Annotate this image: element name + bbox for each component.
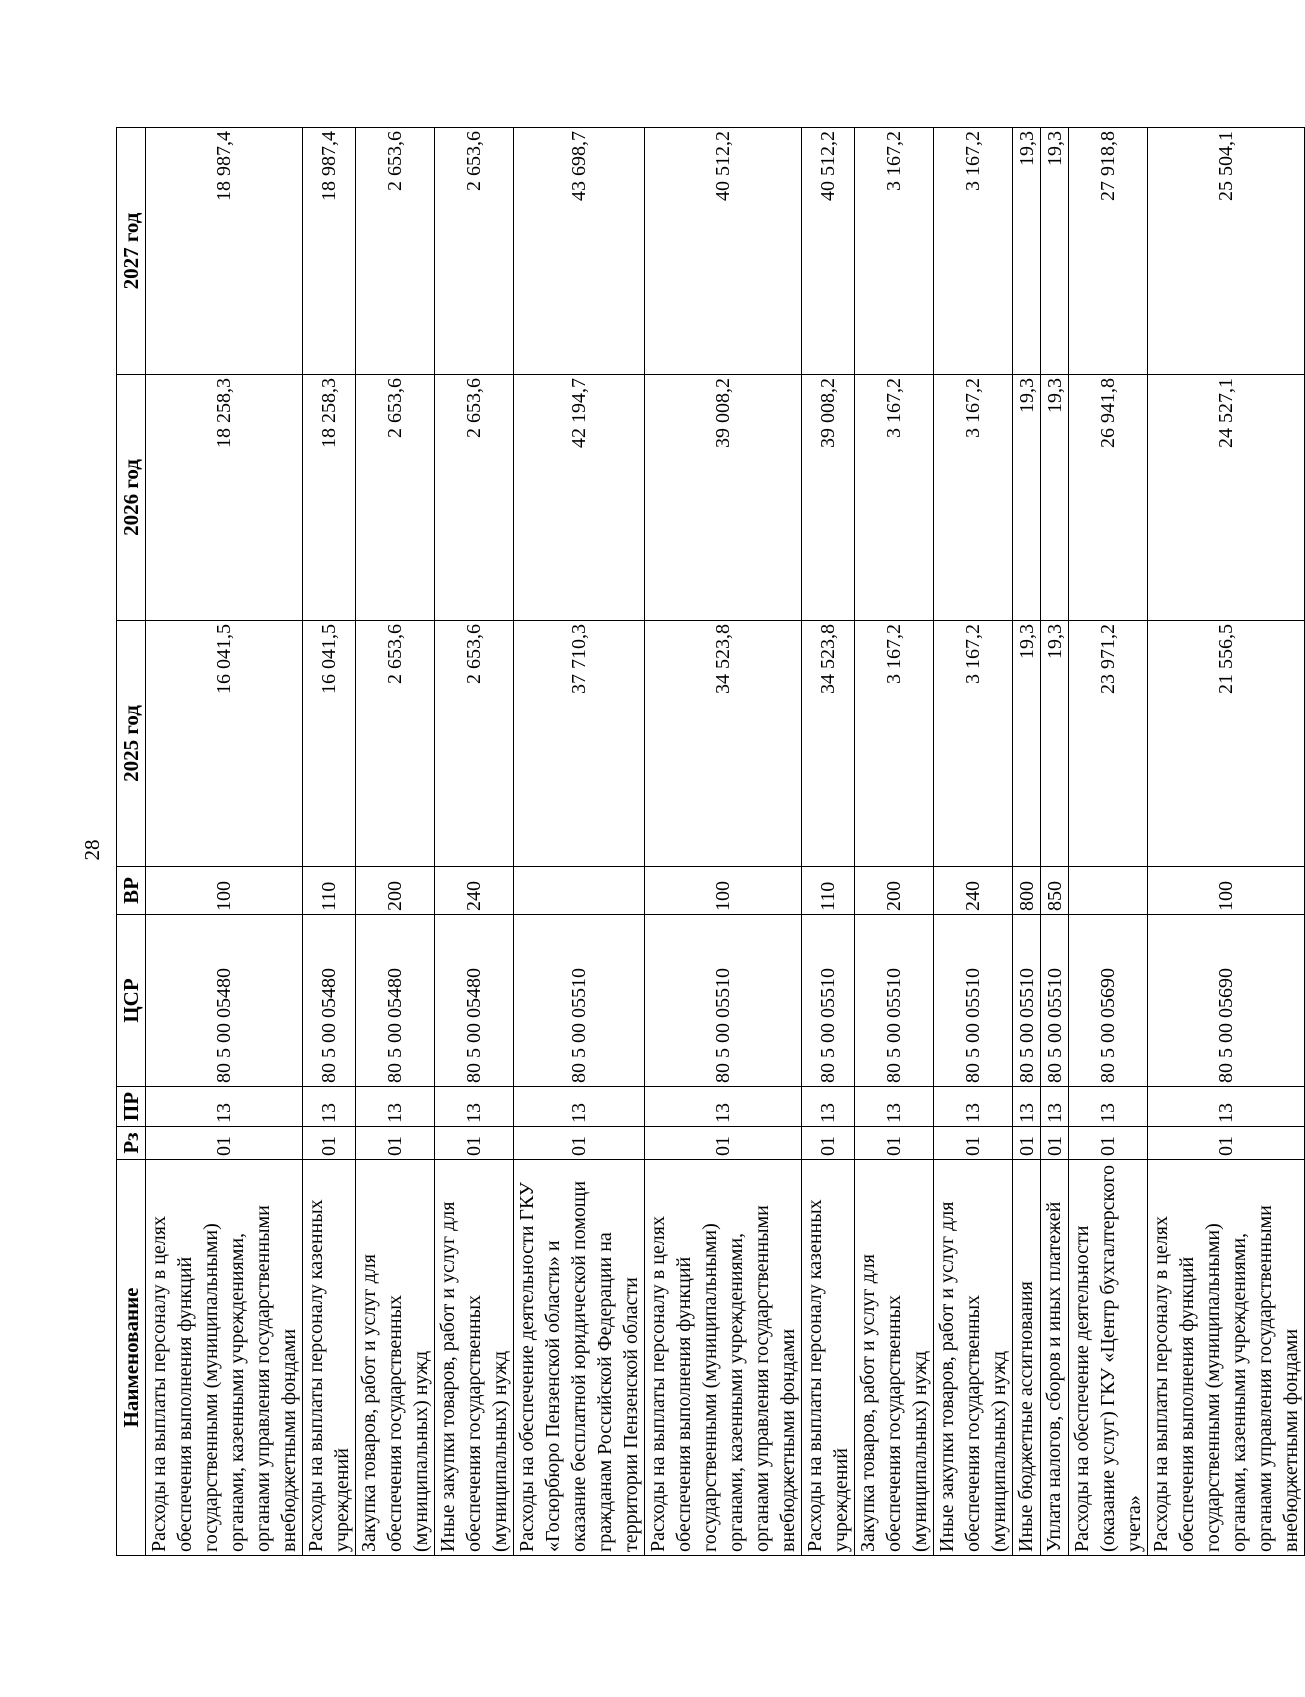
cell-2025: 19,3 [1041, 621, 1069, 867]
cell-2027: 40 512,2 [802, 128, 855, 375]
cell-name: Расходы на выплаты персоналу в целях обеспечения выполнения функций государственными (муниципальными) органами, казенными учреждениями, органами управления государственными внебюджетными фондами [1148, 1160, 1305, 1556]
cell-vr: 200 [855, 867, 934, 915]
cell-name: Уплата налогов, сборов и иных платежей [1041, 1160, 1069, 1556]
cell-2026: 24 527,1 [1148, 375, 1305, 621]
table-row [645, 128, 802, 1556]
cell-csr: 80 5 00 05480 [435, 915, 514, 1087]
cell-name: Расходы на выплаты персоналу казенных учреждений [802, 1160, 855, 1556]
cell-csr: 80 5 00 05480 [356, 915, 435, 1087]
header-rz: Рз [117, 1127, 146, 1160]
cell-pr: 13 [146, 1087, 303, 1127]
cell-name: Расходы на обеспечение деятельности (оказание услуг) ГКУ «Центр бухгалтерского учета» [1069, 1160, 1148, 1556]
cell-csr: 80 5 00 05480 [146, 915, 303, 1087]
table-row [802, 128, 855, 1556]
cell-vr: 100 [1148, 867, 1305, 915]
table-row [1041, 128, 1069, 1556]
cell-pr: 13 [1041, 1087, 1069, 1127]
cell-rz: 01 [934, 1127, 1013, 1160]
cell-name: Иные закупки товаров, работ и услуг для обеспечения государственных (муниципальных) нужд [934, 1160, 1013, 1556]
cell-2026: 18 258,3 [146, 375, 303, 621]
cell-csr: 80 5 00 05510 [1041, 915, 1069, 1087]
cell-rz: 01 [1069, 1127, 1148, 1160]
table-row [303, 128, 356, 1556]
cell-2025: 34 523,8 [802, 621, 855, 867]
header-vr: ВР [117, 867, 146, 915]
cell-2025: 16 041,5 [303, 621, 356, 867]
cell-2027: 19,3 [1013, 128, 1041, 375]
table-row [1148, 128, 1305, 1556]
header-name: Наименование [117, 1160, 146, 1556]
cell-vr: 240 [934, 867, 1013, 915]
cell-2027: 18 987,4 [303, 128, 356, 375]
cell-vr: 240 [435, 867, 514, 915]
cell-vr: 800 [1013, 867, 1041, 915]
cell-2026: 39 008,2 [645, 375, 802, 621]
cell-rz: 01 [435, 1127, 514, 1160]
cell-rz: 01 [802, 1127, 855, 1160]
cell-2026: 2 653,6 [356, 375, 435, 621]
cell-csr: 80 5 00 05510 [934, 915, 1013, 1087]
cell-2026: 26 941,8 [1069, 375, 1148, 621]
header-pr: ПР [117, 1087, 146, 1127]
cell-csr: 80 5 00 05510 [1013, 915, 1041, 1087]
cell-rz: 01 [1013, 1127, 1041, 1160]
cell-rz: 01 [855, 1127, 934, 1160]
cell-pr: 13 [1013, 1087, 1041, 1127]
cell-name: Закупка товаров, работ и услуг для обеспечения государственных (муниципальных) нужд [855, 1160, 934, 1556]
table-row [855, 128, 934, 1556]
cell-vr [514, 867, 645, 915]
header-2026: 2026 год [117, 375, 146, 621]
header-csr: ЦСР [117, 915, 146, 1087]
table-row [146, 128, 303, 1556]
cell-name: Расходы на выплаты персоналу в целях обеспечения выполнения функций государственными (муниципальными) органами, казенными учреждениями, органами управления государственными внебюджетными фондами [146, 1160, 303, 1556]
cell-name: Иные бюджетные ассигнования [1013, 1160, 1041, 1556]
cell-2026: 42 194,7 [514, 375, 645, 621]
table-row [514, 128, 645, 1556]
cell-2026: 19,3 [1041, 375, 1069, 621]
cell-2025: 34 523,8 [645, 621, 802, 867]
cell-2026: 39 008,2 [802, 375, 855, 621]
cell-vr: 850 [1041, 867, 1069, 915]
cell-rz: 01 [356, 1127, 435, 1160]
cell-csr: 80 5 00 05510 [855, 915, 934, 1087]
cell-pr: 13 [1069, 1087, 1148, 1127]
cell-2027: 18 987,4 [146, 128, 303, 375]
cell-pr: 13 [303, 1087, 356, 1127]
cell-2025: 2 653,6 [356, 621, 435, 867]
cell-2025: 16 041,5 [146, 621, 303, 867]
cell-pr: 13 [934, 1087, 1013, 1127]
cell-2026: 2 653,6 [435, 375, 514, 621]
cell-pr: 13 [645, 1087, 802, 1127]
cell-rz: 01 [514, 1127, 645, 1160]
cell-name: Закупка товаров, работ и услуг для обеспечения государственных (муниципальных) нужд [356, 1160, 435, 1556]
table-row [356, 128, 435, 1556]
cell-2026: 18 258,3 [303, 375, 356, 621]
cell-2025: 19,3 [1013, 621, 1041, 867]
cell-2025: 37 710,3 [514, 621, 645, 867]
cell-2027: 25 504,1 [1148, 128, 1305, 375]
cell-2026: 19,3 [1013, 375, 1041, 621]
cell-pr: 13 [855, 1087, 934, 1127]
cell-2027: 3 167,2 [934, 128, 1013, 375]
table-row [1069, 128, 1148, 1556]
cell-vr: 100 [645, 867, 802, 915]
cell-pr: 13 [356, 1087, 435, 1127]
cell-2027: 19,3 [1041, 128, 1069, 375]
cell-2027: 27 918,8 [1069, 128, 1148, 375]
cell-pr: 13 [435, 1087, 514, 1127]
cell-2026: 3 167,2 [934, 375, 1013, 621]
cell-vr: 200 [356, 867, 435, 915]
cell-name: Иные закупки товаров, работ и услуг для обеспечения государственных (муниципальных) нужд [435, 1160, 514, 1556]
cell-name: Расходы на выплаты персоналу в целях обеспечения выполнения функций государственными (муниципальными) органами, казенными учреждениями, органами управления государственными внебюджетными фондами [645, 1160, 802, 1556]
cell-2027: 2 653,6 [356, 128, 435, 375]
cell-csr: 80 5 00 05510 [645, 915, 802, 1087]
cell-csr: 80 5 00 05690 [1069, 915, 1148, 1087]
cell-vr: 100 [146, 867, 303, 915]
cell-2025: 2 653,6 [435, 621, 514, 867]
table-row [435, 128, 514, 1556]
cell-rz: 01 [1041, 1127, 1069, 1160]
cell-pr: 13 [802, 1087, 855, 1127]
cell-name: Расходы на обеспечение деятельности ГКУ «Госюрбюро Пензенской области» и оказание бесплатной юридической помощи гражданам Российской Федерации на территории Пензенской области [514, 1160, 645, 1556]
cell-rz: 01 [1148, 1127, 1305, 1160]
table-header-row [117, 128, 146, 1556]
cell-csr: 80 5 00 05510 [514, 915, 645, 1087]
cell-vr [1069, 867, 1148, 915]
table-row [934, 128, 1013, 1556]
cell-2027: 43 698,7 [514, 128, 645, 375]
cell-rz: 01 [303, 1127, 356, 1160]
cell-2025: 3 167,2 [934, 621, 1013, 867]
cell-vr: 110 [303, 867, 356, 915]
cell-vr: 110 [802, 867, 855, 915]
rotated-page-content [116, 128, 1302, 1556]
header-2025: 2025 год [117, 621, 146, 867]
budget-table [116, 127, 1305, 1556]
cell-name: Расходы на выплаты персоналу казенных учреждений [303, 1160, 356, 1556]
cell-2026: 3 167,2 [855, 375, 934, 621]
cell-rz: 01 [146, 1127, 303, 1160]
cell-csr: 80 5 00 05690 [1148, 915, 1305, 1087]
cell-2027: 3 167,2 [855, 128, 934, 375]
cell-pr: 13 [1148, 1087, 1305, 1127]
cell-2027: 2 653,6 [435, 128, 514, 375]
cell-csr: 80 5 00 05480 [303, 915, 356, 1087]
cell-2025: 21 556,5 [1148, 621, 1305, 867]
cell-csr: 80 5 00 05510 [802, 915, 855, 1087]
cell-pr: 13 [514, 1087, 645, 1127]
cell-2025: 23 971,2 [1069, 621, 1148, 867]
cell-2025: 3 167,2 [855, 621, 934, 867]
header-2027: 2027 год [117, 128, 146, 375]
table-row [1013, 128, 1041, 1556]
cell-2027: 40 512,2 [645, 128, 802, 375]
cell-rz: 01 [645, 1127, 802, 1160]
page-number: 28 [80, 839, 104, 861]
